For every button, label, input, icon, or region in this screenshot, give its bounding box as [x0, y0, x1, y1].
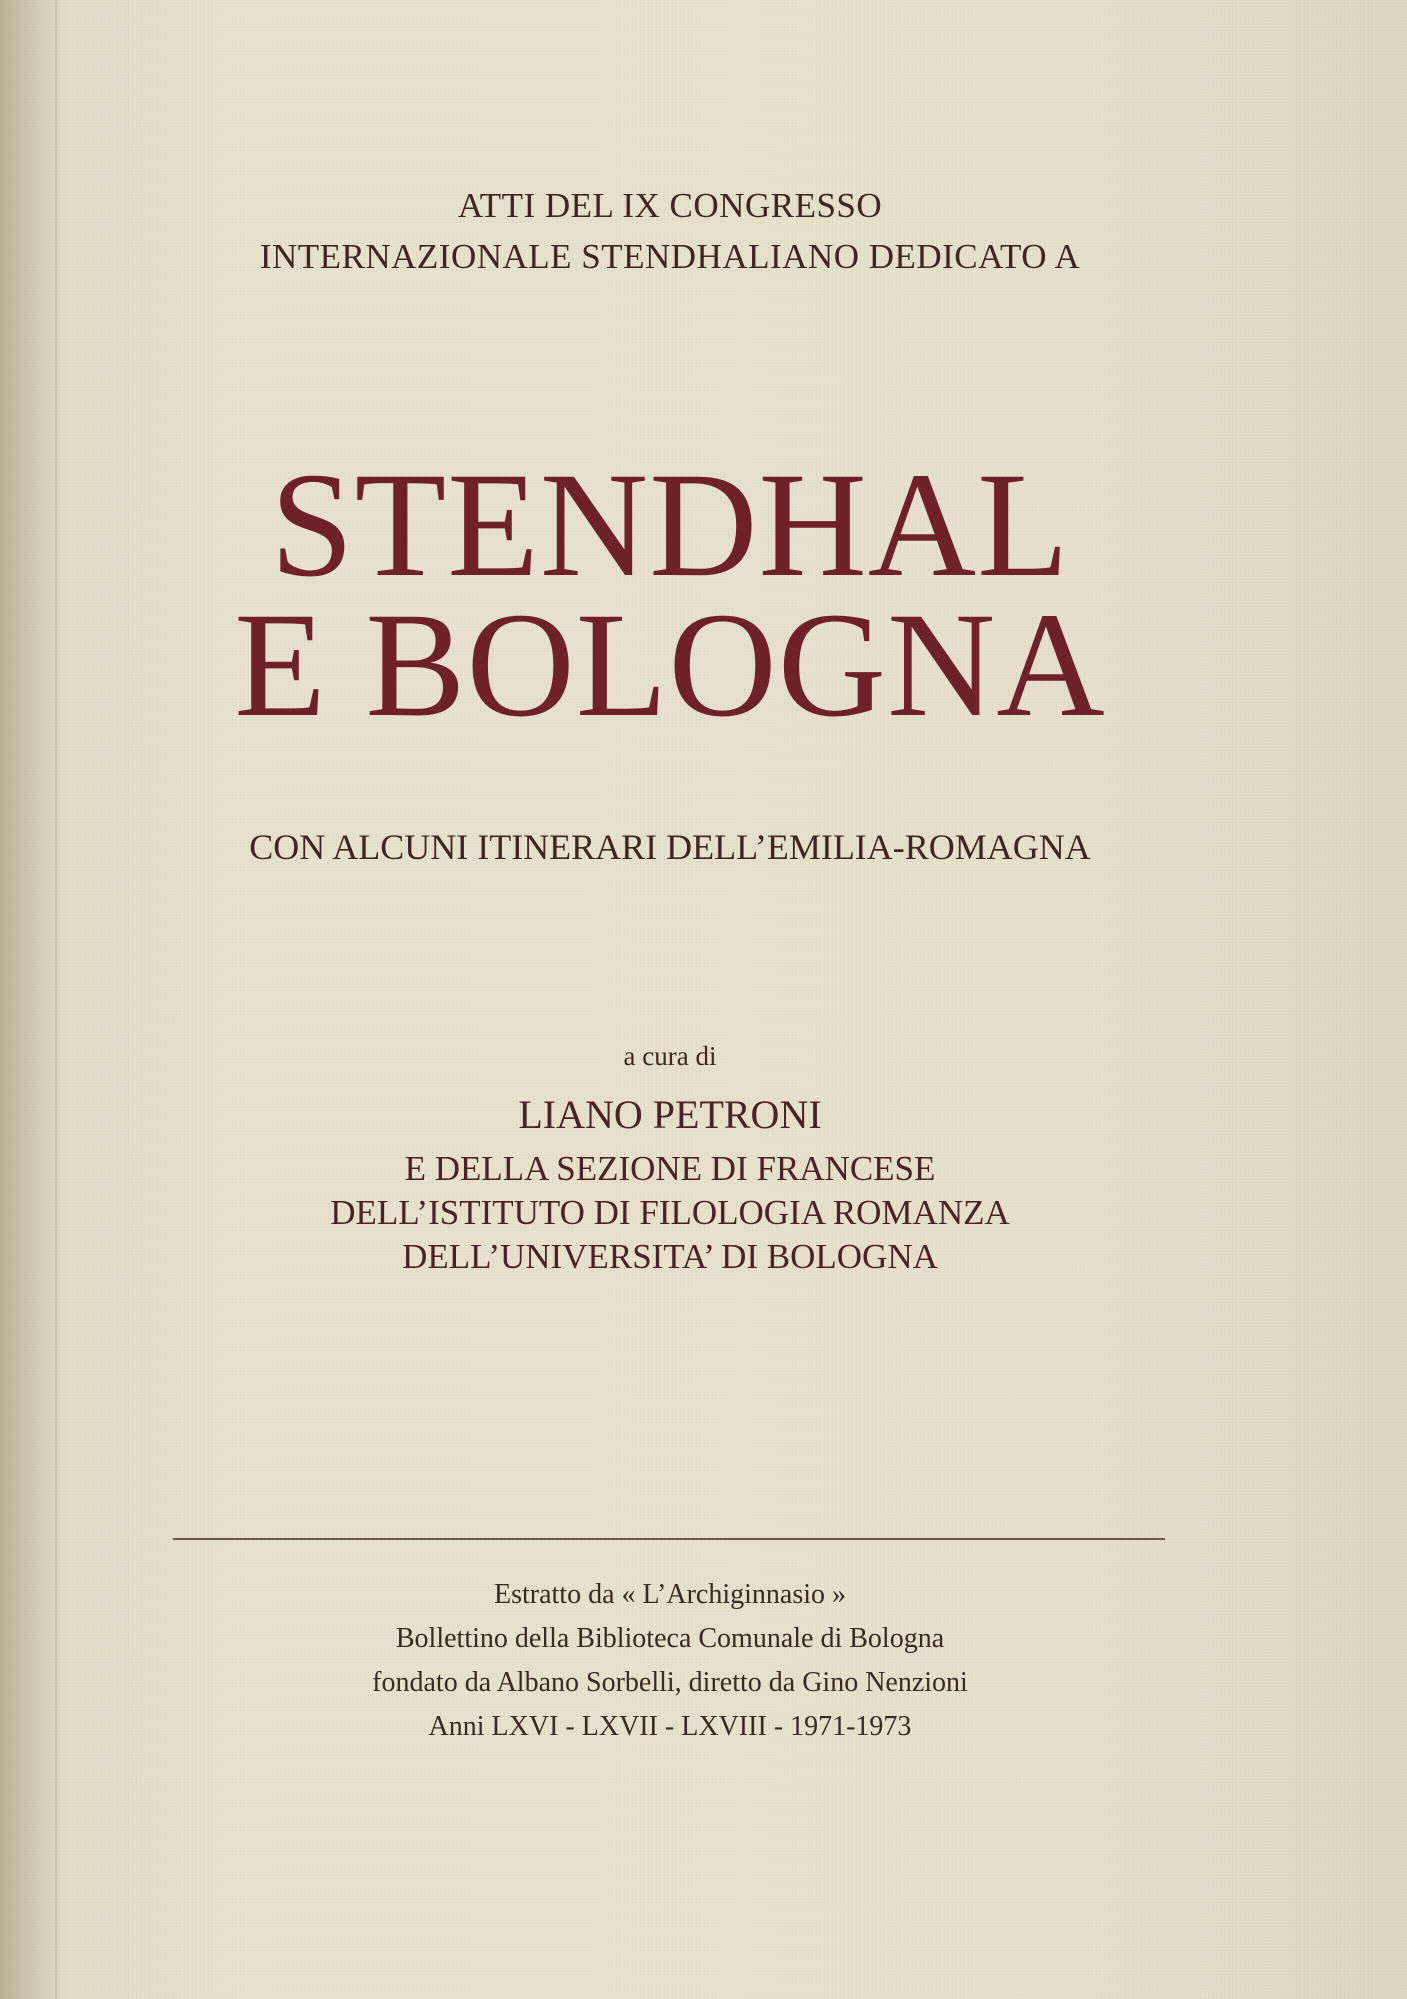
extract-line-4: Anni LXVI - LXVII - LXVIII - 1971-1973	[428, 1711, 912, 1742]
congress-heading	[0, 180, 1340, 282]
horizontal-rule	[173, 1538, 1165, 1540]
institution-line-2: DELL’ISTITUTO DI FILOLOGIA ROMANZA	[330, 1193, 1010, 1232]
book-subtitle: CON ALCUNI ITINERARI DELL’EMILIA-ROMAGNA	[249, 827, 1091, 867]
congress-line-2: INTERNAZIONALE STENDHALIANO DEDICATO A	[259, 237, 1081, 276]
curated-by-label: a cura di	[623, 1041, 717, 1071]
title-line-1: STENDHAL	[270, 442, 1070, 608]
extract-line-3: fondato da Albano Sorbelli, diretto da Gino Nenzioni	[372, 1667, 968, 1698]
congress-line-1: ATTI DEL IX CONGRESSO	[457, 186, 883, 225]
book-title	[0, 442, 1340, 748]
institution-credit	[0, 1147, 1340, 1279]
extract-note	[0, 1573, 1340, 1749]
extract-line-1: Estratto da « L’Archiginnasio »	[493, 1579, 846, 1610]
institution-line-3: DELL’UNIVERSITA’ DI BOLOGNA	[402, 1237, 938, 1276]
institution-line-1: E DELLA SEZIONE DI FRANCESE	[404, 1149, 936, 1188]
extract-line-2: Bollettino della Biblioteca Comunale di Bologna	[395, 1623, 945, 1654]
title-line-2: E BOLOGNA	[234, 582, 1106, 748]
editor-name: LIANO PETRONI	[518, 1092, 822, 1137]
